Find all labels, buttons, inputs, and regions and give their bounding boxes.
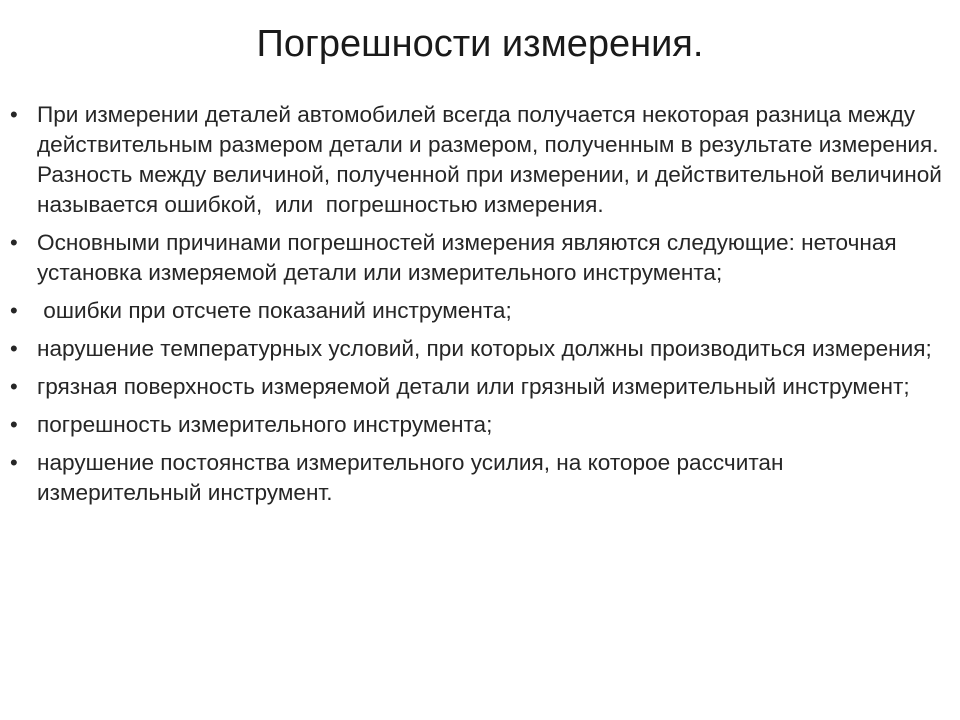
list-item xyxy=(10,228,945,288)
bullet-icon: • xyxy=(10,336,18,361)
slide-title: Погрешности измерения. xyxy=(256,23,704,65)
bullet-list xyxy=(10,100,949,516)
bullet-text: При измерении деталей автомобилей всегда получается некоторая разница между действительным размером детали и размером, полученным в результате измерения. Разность между величиной, полученной при измерении, и действительной величиной называется ошибкой, или погрешностью измерения. xyxy=(37,102,949,217)
list-item xyxy=(10,372,945,402)
bullet-icon: • xyxy=(10,412,18,437)
bullet-icon: • xyxy=(10,102,18,127)
bullet-text: ошибки при отсчете показаний инструмента; xyxy=(37,298,512,323)
list-item xyxy=(10,448,945,508)
bullet-icon: • xyxy=(10,298,18,323)
list-item xyxy=(10,334,945,364)
bullet-text: погрешность измерительного инструмента; xyxy=(37,412,493,437)
bullet-text: грязная поверхность измеряемой детали или грязный измерительный инструмент; xyxy=(37,374,910,399)
list-item xyxy=(10,410,945,440)
list-item xyxy=(10,100,949,220)
bullet-icon: • xyxy=(10,450,18,475)
bullet-text: Основными причинами погрешностей измерения являются следующие: неточная установка измеряемой детали или измерительного инструмента; xyxy=(37,230,903,285)
bullet-icon: • xyxy=(10,230,18,255)
list-item xyxy=(10,296,945,326)
bullet-icon: • xyxy=(10,374,18,399)
bullet-text: нарушение постоянства измерительного усилия, на которое рассчитан измерительный инструмент. xyxy=(37,450,790,505)
bullet-text: нарушение температурных условий, при которых должны производиться измерения; xyxy=(37,336,932,361)
